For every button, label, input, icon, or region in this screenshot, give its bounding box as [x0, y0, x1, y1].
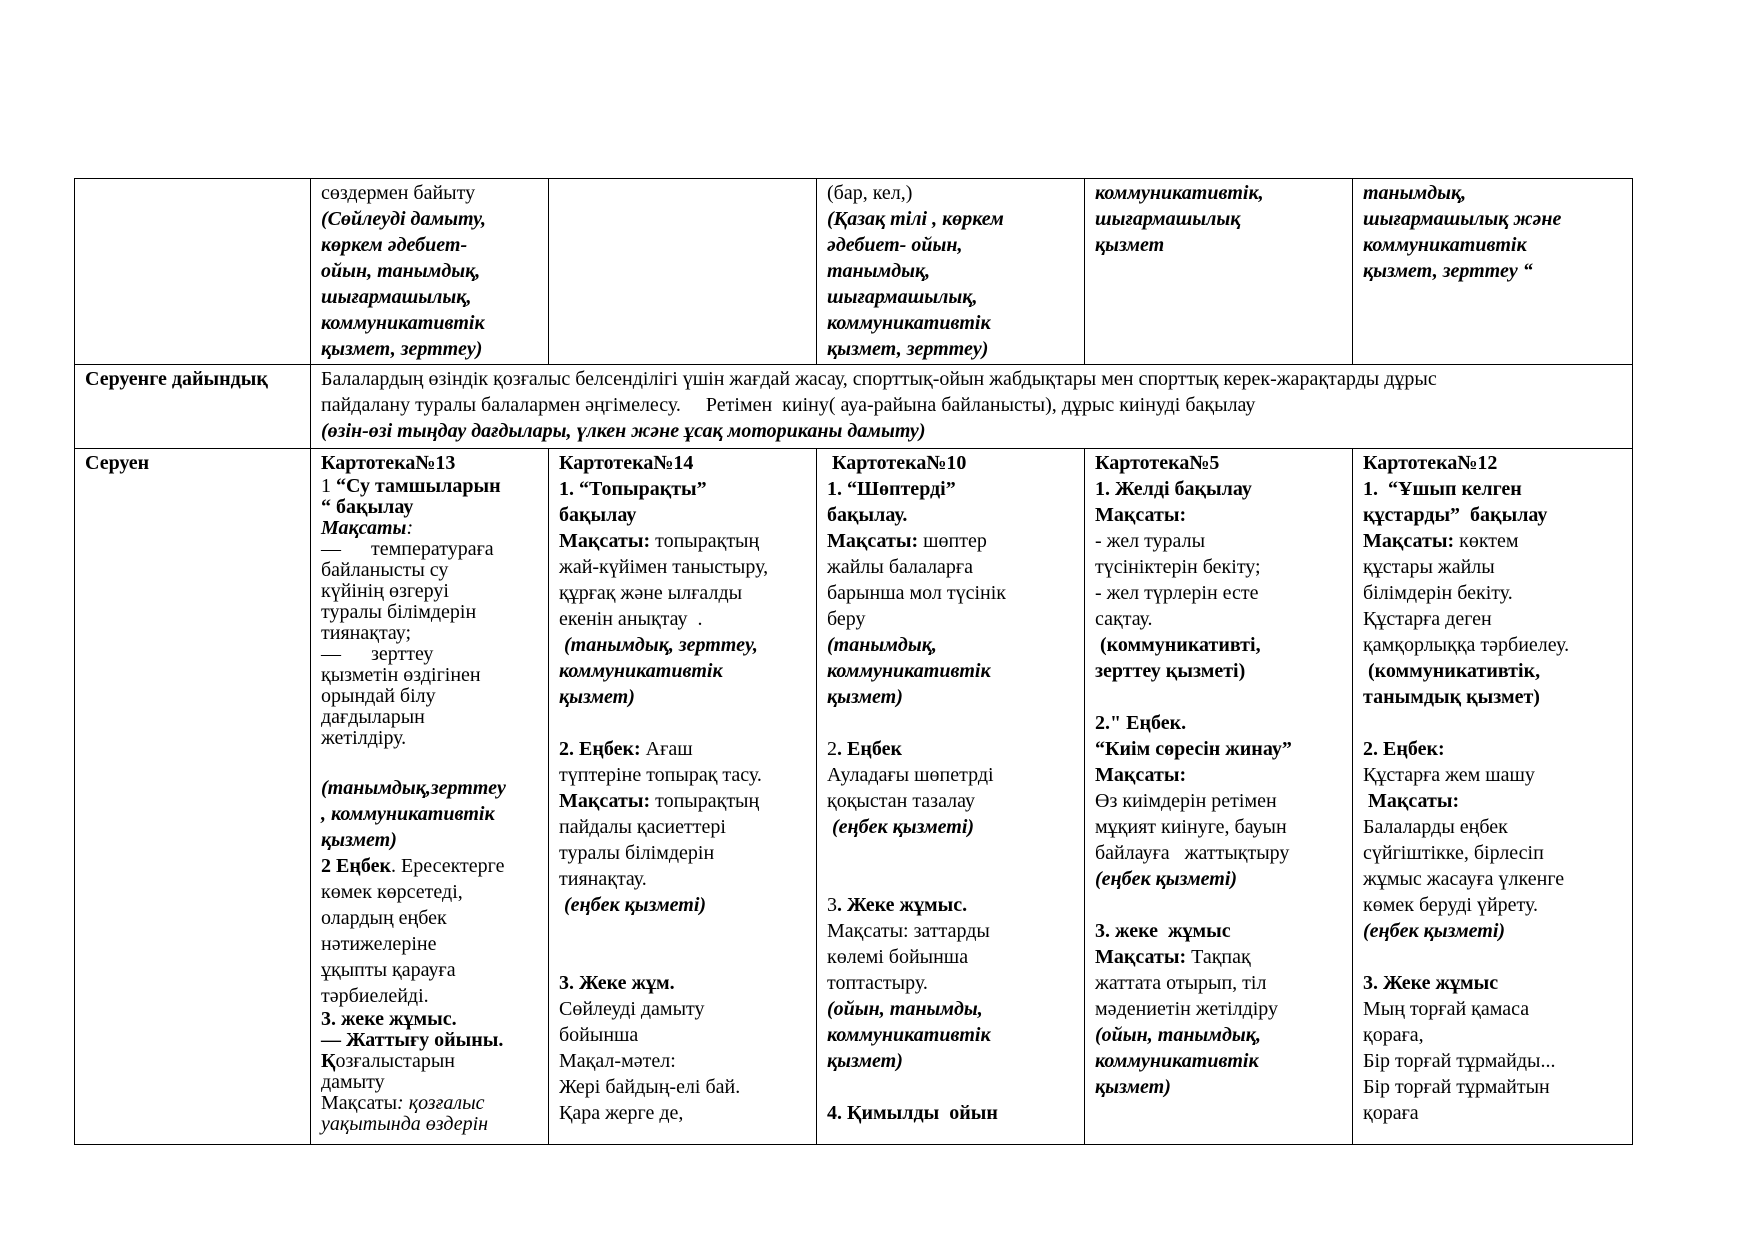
- activity-line: (танымдық,зерттеу: [321, 777, 506, 799]
- card-number: Картотека№13: [321, 452, 456, 474]
- text-line: топтастыру.: [827, 972, 928, 994]
- daily-plan-table: [74, 178, 1633, 1145]
- activity-line: қызмет): [559, 686, 635, 708]
- labor-title: . Еңбек: [837, 738, 902, 760]
- walk-label: Серуен: [75, 449, 311, 1145]
- activity-line: коммуникативтік: [827, 312, 991, 334]
- task-title: “Су тамшыларын: [336, 475, 501, 497]
- activity-line: , коммуникативтік: [321, 803, 495, 825]
- text-line: сөздермен байыту: [321, 182, 476, 204]
- text-line: олардың еңбек: [321, 907, 447, 929]
- text-line: құрғақ және ылғалды: [559, 582, 743, 604]
- text-line: түсініктерін бекіту;: [1095, 556, 1261, 578]
- text-line: уақытында өздерін: [321, 1113, 489, 1135]
- text-line: ұқыпты қарауға: [321, 959, 456, 981]
- text-line: Ауладағы шөпетрді: [827, 764, 994, 786]
- text-line: тиянақтау;: [321, 622, 412, 644]
- text-line: беру: [827, 608, 866, 630]
- text-line: екенін анықтау .: [559, 608, 703, 630]
- activity-line: (өзін-өзі тыңдау дағдылары, үлкен және ұсақ моториканы дамыту): [321, 420, 926, 442]
- walk-card-13: Картотека№13 1 “Су тамшыларын “ бақылау Мақсаты: — температураға байланысты су күйінің өзгеруі туралы білімдерін тиянақтау; — зерттеу қызметін өздігінен орындай білу дағдыларын жетілдіру. (танымдық,зерттеу , коммуникативтік қызмет) 2 Еңбек. Ересектерге көмек көрсетеді, олардың еңбек нәтижелеріне ұқыпты қарауға тәрбиелейді. 3. жеке жұмыс. — Жаттығу ойыны. Қозғалыстарын дамыту Мақсаты: қозғалыс уақытында өздерін: [311, 449, 549, 1145]
- task-title: құстарды” бақылау: [1363, 504, 1548, 526]
- text-line: орындай білу: [321, 685, 436, 707]
- activity-line: (коммуникативтік,: [1363, 660, 1541, 682]
- text-line: көмек көрсетеді,: [321, 881, 463, 903]
- activity-line: (Қазақ тілі , көркем: [827, 208, 1004, 230]
- text-line: қоқыстан тазалау: [827, 790, 975, 812]
- text-line: Құстарға жем шашу: [1363, 764, 1535, 786]
- text-line: жай-күйімен таныстыру,: [559, 556, 769, 578]
- continuation-cell-3: [817, 179, 1085, 365]
- activity-line: қызмет: [1095, 234, 1165, 256]
- text-line: жаттата отырып, тіл: [1095, 972, 1267, 994]
- text-line: жайлы балаларға: [827, 556, 974, 578]
- walk-row: [75, 449, 1633, 1145]
- text-line: Балалардың өзіндік қозғалыс белсенділігі үшін жағдай жасау, спорттық-ойын жабдықтары мен спорттық керек-жарақтарды дұрыс: [321, 368, 1437, 390]
- text-line: дағдыларын: [321, 706, 425, 728]
- walk-card-14: Картотека№14 1. “Топырақты” бақылау Мақсаты: топырақтың жай-күйімен таныстыру, құрғақ және ылғалды екенін анықтау . (танымдық, зерттеу, коммуникативтік қызмет) 2. Еңбек: Ағаш түптеріне топырақ тасу. Мақсаты: топырақтың пайдалы қасиеттері туралы білімдерін тиянақтау. (еңбек қызметі) 3. Жеке жұм. Сөйлеуді дамыту бойынша Мақал-мәтел: Жері байдың-елі бай. Қара жерге де,: [549, 449, 817, 1145]
- task-title: 1. “Ұшып келген: [1363, 478, 1522, 500]
- activity-line: зерттеу қызметі): [1095, 660, 1246, 682]
- walk-preparation-label: Серуенге дайындық: [75, 365, 311, 449]
- activity-line: қызмет): [1095, 1076, 1171, 1098]
- goal-label: Мақсаты:: [1095, 764, 1187, 786]
- text-line: Өз киімдерін ретімен: [1095, 790, 1277, 812]
- goal-label: Мақсаты:: [1363, 530, 1455, 552]
- continuation-row: [75, 179, 1633, 365]
- activity-line: қызмет, зерттеу): [827, 338, 989, 360]
- task-title: “Киім сөресін жинау”: [1095, 738, 1292, 760]
- continuation-cell-1: [311, 179, 549, 365]
- text-line: жетілдіру.: [321, 727, 407, 749]
- card-number: Картотека№12: [1363, 452, 1498, 474]
- walk-card-12: Картотека№12 1. “Ұшып келген құстарды” бақылау Мақсаты: көктем құстары жайлы білімдерін бекіту. Құстарға деген қамқорлыққа тәрбиелеу. (коммуникативтік, танымдық қызмет) 2. Еңбек: Құстарға жем шашу Мақсаты: Балаларды еңбек сүйгіштікке, бірлесіп жұмыс жасауға үлкенге көмек беруді үйрету. (еңбек қызметі) 3. Жеке жұмыс Мың торғай қамаса қораға, Бір торғай тұрмайды... Бір торғай тұрмайтын қораға: [1353, 449, 1633, 1145]
- walk-preparation-cell: [311, 365, 1633, 449]
- text-line: нәтижелеріне: [321, 933, 437, 955]
- text-line: мәдениетін жетілдіру: [1095, 998, 1279, 1020]
- activity-line: шығармашылық және: [1363, 208, 1562, 230]
- text-line: барынша мол түсінік: [827, 582, 1006, 604]
- individual-work-title: 3. жеке жұмыс: [1095, 920, 1231, 942]
- activity-line: қызмет, зерттеу “: [1363, 260, 1533, 282]
- activity-line: шығармашылық,: [827, 286, 978, 308]
- activity-line: коммуникативтік: [559, 660, 723, 682]
- activity-line: танымдық қызмет): [1363, 686, 1540, 708]
- continuation-cell-5: [1353, 179, 1633, 365]
- activity-line: коммуникативтік: [1095, 1050, 1259, 1072]
- text-line: Балаларды еңбек: [1363, 816, 1508, 838]
- labor-title: 2 Еңбек: [321, 855, 391, 877]
- individual-work-title: 3. Жеке жұм.: [559, 972, 675, 994]
- text-line: (бар, кел,): [827, 182, 913, 204]
- activity-line: (ойын, танымды,: [827, 998, 983, 1020]
- continuation-cell-2: [549, 179, 817, 365]
- goal-label: Мақсаты:: [1095, 946, 1187, 968]
- text-line: қамқорлыққа тәрбиелеу.: [1363, 634, 1570, 656]
- activity-line: (Сөйлеуді дамыту,: [321, 208, 486, 230]
- activity-line: ойын, танымдық,: [321, 260, 481, 282]
- activity-line: коммуникативтік,: [1095, 182, 1264, 204]
- goal-label: Мақсаты:: [827, 530, 919, 552]
- activity-line: әдебиет- ойын,: [827, 234, 963, 256]
- task-title: 1. “Шөптерді”: [827, 478, 956, 500]
- goal-label: Мақсаты:: [559, 790, 651, 812]
- text-line: көмек беруді үйрету.: [1363, 894, 1539, 916]
- labor-title: 2. Еңбек:: [559, 738, 641, 760]
- text-line: көлемі бойынша: [827, 946, 969, 968]
- activity-line: (танымдық,: [827, 634, 937, 656]
- walk-card-5: Картотека№5 1. Желді бақылау Мақсаты: - жел туралы түсініктерін бекіту; - жел түрлерін есте сақтау. (коммуникативті, зерттеу қызметі) 2." Еңбек. “Киім сөресін жинау” Мақсаты: Өз киімдерін ретімен мұқият киінуге, бауын байлауға жаттықтыру (еңбек қызметі) 3. жеке жұмыс Мақсаты: Тақпақ жаттата отырып, тіл мәдениетін жетілдіру (ойын, танымдық, коммуникативтік қызмет): [1085, 449, 1353, 1145]
- task-number: 1: [321, 475, 336, 497]
- activity-line: қызмет): [827, 686, 903, 708]
- text-line: пайдалану туралы балалармен әңгімелесу. Ретімен киіну( ауа-райына байланысты), дұрыс киінуді бақылау: [321, 394, 1256, 416]
- activity-line: шығармашылық: [1095, 208, 1241, 230]
- goal-label: Мақсаты: [321, 1092, 398, 1114]
- text-line: дамыту: [321, 1071, 385, 1093]
- goal-label: Мақсаты:: [1363, 790, 1460, 812]
- task-title: 1. “Топырақты”: [559, 478, 707, 500]
- text-line: - жел түрлерін есте: [1095, 582, 1259, 604]
- individual-work-title: . Жеке жұмыс.: [837, 894, 968, 916]
- activity-line: көркем әдебиет-: [321, 234, 468, 256]
- activity-line: коммуникативтік: [1363, 234, 1527, 256]
- activity-line: (коммуникативті,: [1095, 634, 1261, 656]
- activity-line: қызмет, зерттеу): [321, 338, 483, 360]
- walk-card-10: Картотека№10 1. “Шөптерді” бақылау. Мақсаты: шөптер жайлы балаларға барынша мол түсінік беру (танымдық, коммуникативтік қызмет) 2. Еңбек Ауладағы шөпетрді қоқыстан тазалау (еңбек қызметі) 3. Жеке жұмыс. Мақсаты: заттарды көлемі бойынша топтастыру. (ойын, танымды, коммуникативтік қызмет) 4. Қимылды ойын: [817, 449, 1085, 1145]
- text-line: Мақсаты: заттарды: [827, 920, 990, 942]
- text-line: сақтау.: [1095, 608, 1153, 630]
- continuation-cell-4: [1085, 179, 1353, 365]
- goal-label: Мақсаты:: [1095, 504, 1187, 526]
- walk-preparation-row: [75, 365, 1633, 449]
- activity-line: (танымдық, зерттеу,: [559, 634, 758, 656]
- activity-line: коммуникативтік: [321, 312, 485, 334]
- text-line: жұмыс жасауға үлкенге: [1363, 868, 1565, 890]
- text-line: туралы білімдерін: [559, 842, 715, 864]
- text-line: қораға,: [1363, 1024, 1424, 1046]
- text-line: тәрбиелейді.: [321, 985, 429, 1007]
- continuation-label-cell: [75, 179, 311, 365]
- activity-line: коммуникативтік: [827, 1024, 991, 1046]
- text-line: қораға: [1363, 1102, 1419, 1124]
- task-title: бақылау.: [827, 504, 908, 526]
- activity-line: танымдық,: [827, 260, 931, 282]
- individual-work-title: . Жеке жұмыс: [1373, 972, 1499, 994]
- text-line: пайдалы қасиеттері: [559, 816, 726, 838]
- labor-title: 2." Еңбек.: [1095, 712, 1187, 734]
- task-title: 1. Желді бақылау: [1095, 478, 1252, 500]
- card-number: Картотека№10: [827, 452, 967, 474]
- goal-label: Мақсаты: [321, 517, 407, 539]
- activity-line: (еңбек қызметі): [1363, 920, 1506, 942]
- text-line: Мақал-мәтел:: [559, 1050, 676, 1072]
- text-line: қызметін өздігінен: [321, 664, 481, 686]
- text-line: Құстарға деген: [1363, 608, 1492, 630]
- card-number: Картотека№14: [559, 452, 694, 474]
- text-line: — зерттеу: [321, 643, 434, 665]
- individual-work-title: 3. жеке жұмыс.: [321, 1008, 457, 1030]
- text-line: Мың торғай қамаса: [1363, 998, 1530, 1020]
- game-title: 4. Қимылды ойын: [827, 1102, 998, 1124]
- activity-line: қызмет): [827, 1050, 903, 1072]
- text-line: Бір торғай тұрмайтын: [1363, 1076, 1550, 1098]
- task-title: “ бақылау: [321, 496, 414, 518]
- activity-line: (еңбек қызметі): [559, 894, 707, 916]
- text-line: Сөйлеуді дамыту: [559, 998, 705, 1020]
- text-line: түптеріне топырақ тасу.: [559, 764, 762, 786]
- goal-label: Мақсаты:: [559, 530, 651, 552]
- task-title: бақылау: [559, 504, 637, 526]
- text-line: мұқият киінуге, бауын: [1095, 816, 1287, 838]
- text-line: байланысты су: [321, 559, 449, 581]
- activity-line: танымдық,: [1363, 182, 1467, 204]
- observation-block: 1 “Су тамшыларын “ бақылау Мақсаты: — температураға байланысты су күйінің өзгеруі туралы білімдерін тиянақтау; — зерттеу қызметін өздігінен орындай білу дағдыларын жетілдіру.: [321, 476, 538, 749]
- text-line: білімдерін бекіту.: [1363, 582, 1513, 604]
- text-line: Жері байдың-елі бай.: [559, 1076, 741, 1098]
- game-title: — Жаттығу ойыны.: [321, 1029, 504, 1051]
- activity-line: коммуникативтік: [827, 660, 991, 682]
- text-line: туралы білімдерін: [321, 601, 477, 623]
- text-line: Бір торғай тұрмайды...: [1363, 1050, 1556, 1072]
- text-line: - жел туралы: [1095, 530, 1206, 552]
- text-line: құстары жайлы: [1363, 556, 1495, 578]
- activity-line: шығармашылық,: [321, 286, 472, 308]
- individual-work-block: 3. жеке жұмыс. — Жаттығу ойыны. Қозғалыстарын дамыту Мақсаты: қозғалыс уақытында өздерін: [321, 1009, 538, 1135]
- text-line: тиянақтау.: [559, 868, 647, 890]
- text-line: байлауға жаттықтыру: [1095, 842, 1290, 864]
- text-line: күйінің өзгеруі: [321, 580, 449, 602]
- activity-line: (еңбек қызметі): [827, 816, 975, 838]
- text-line: сүйгіштікке, бірлесіп: [1363, 842, 1544, 864]
- activity-line: қызмет): [321, 829, 397, 851]
- text-line: — температураға: [321, 538, 494, 560]
- activity-line: (еңбек қызметі): [1095, 868, 1238, 890]
- labor-title: 2. Еңбек:: [1363, 738, 1445, 760]
- card-number: Картотека№5: [1095, 452, 1220, 474]
- text-line: бойынша: [559, 1024, 639, 1046]
- activity-line: (ойын, танымдық,: [1095, 1024, 1261, 1046]
- text-line: Қара жерге де,: [559, 1102, 684, 1124]
